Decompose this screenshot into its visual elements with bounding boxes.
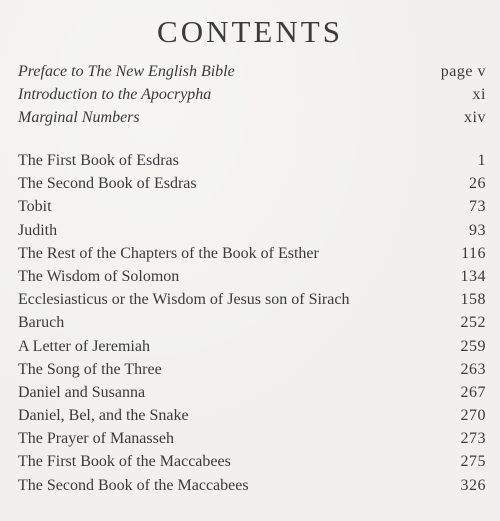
toc-entry-title: The Second Book of the Maccabees xyxy=(18,476,249,494)
toc-entry-page: 93 xyxy=(469,221,486,239)
toc-row xyxy=(18,172,486,195)
toc-entry-page: xi xyxy=(472,86,486,103)
toc-row xyxy=(18,219,486,242)
front-matter-list xyxy=(18,60,486,129)
toc-row xyxy=(18,450,486,473)
toc-row xyxy=(18,195,486,218)
toc-entry-page: 1 xyxy=(477,152,486,169)
toc-entry-page: 275 xyxy=(460,453,486,471)
toc-row xyxy=(18,265,486,288)
toc-entry-title: Preface to The New English Bible xyxy=(18,63,235,80)
toc-entry-page: 134 xyxy=(460,267,486,285)
toc-entry-page: 116 xyxy=(461,244,486,262)
toc-row xyxy=(18,358,486,381)
toc-row xyxy=(18,427,486,450)
toc-row xyxy=(18,106,486,129)
page-title: CONTENTS xyxy=(157,14,343,49)
toc-entry-page: page v xyxy=(440,63,486,80)
toc-entry-title: Introduction to the Apocrypha xyxy=(18,86,212,103)
toc-entry-title: The Song of the Three xyxy=(18,360,162,378)
toc-entry-title: The First Book of the Maccabees xyxy=(18,453,231,471)
toc-entry-title: The Second Book of Esdras xyxy=(18,175,197,193)
toc-entry-page: 252 xyxy=(460,314,486,332)
toc-entry-page: 273 xyxy=(460,430,486,448)
toc-row xyxy=(18,83,486,106)
toc-entry-page: xiv xyxy=(464,109,486,126)
toc-entry-page: 26 xyxy=(469,175,486,193)
toc-entry-page: 158 xyxy=(460,291,486,309)
toc-entry-title: The First Book of Esdras xyxy=(18,152,179,169)
toc-entry-title: The Wisdom of Solomon xyxy=(18,267,180,285)
toc-entry-title: Judith xyxy=(18,221,58,239)
toc-entry-title: Daniel, Bel, and the Snake xyxy=(18,407,189,425)
toc-row xyxy=(18,149,486,172)
toc-row xyxy=(18,381,486,404)
toc-entry-title: A Letter of Jeremiah xyxy=(18,337,150,355)
toc-entry-title: Marginal Numbers xyxy=(18,109,140,126)
toc-row xyxy=(18,60,486,83)
toc-entry-title: Baruch xyxy=(18,314,65,332)
toc-entry-page: 259 xyxy=(460,337,486,355)
toc-row xyxy=(18,311,486,334)
toc-entry-title: Tobit xyxy=(18,198,52,216)
toc-entry-page: 326 xyxy=(460,476,486,494)
toc-entry-page: 270 xyxy=(460,407,486,425)
toc-entry-page: 263 xyxy=(460,360,486,378)
toc-entry-page: 267 xyxy=(460,383,486,401)
toc-row xyxy=(18,335,486,358)
toc-row xyxy=(18,288,486,311)
toc-row xyxy=(18,404,486,427)
toc-entry-title: The Prayer of Manasseh xyxy=(18,430,174,448)
toc-entry-title: The Rest of the Chapters of the Book of Esther xyxy=(18,244,319,262)
toc-entry-title: Daniel and Susanna xyxy=(18,383,146,401)
toc-row xyxy=(18,242,486,265)
toc-entry-page: 73 xyxy=(469,198,486,216)
toc-entry-title: Ecclesiasticus or the Wisdom of Jesus son of Sirach xyxy=(18,291,350,309)
toc-row xyxy=(18,474,486,497)
books-list xyxy=(18,149,486,497)
